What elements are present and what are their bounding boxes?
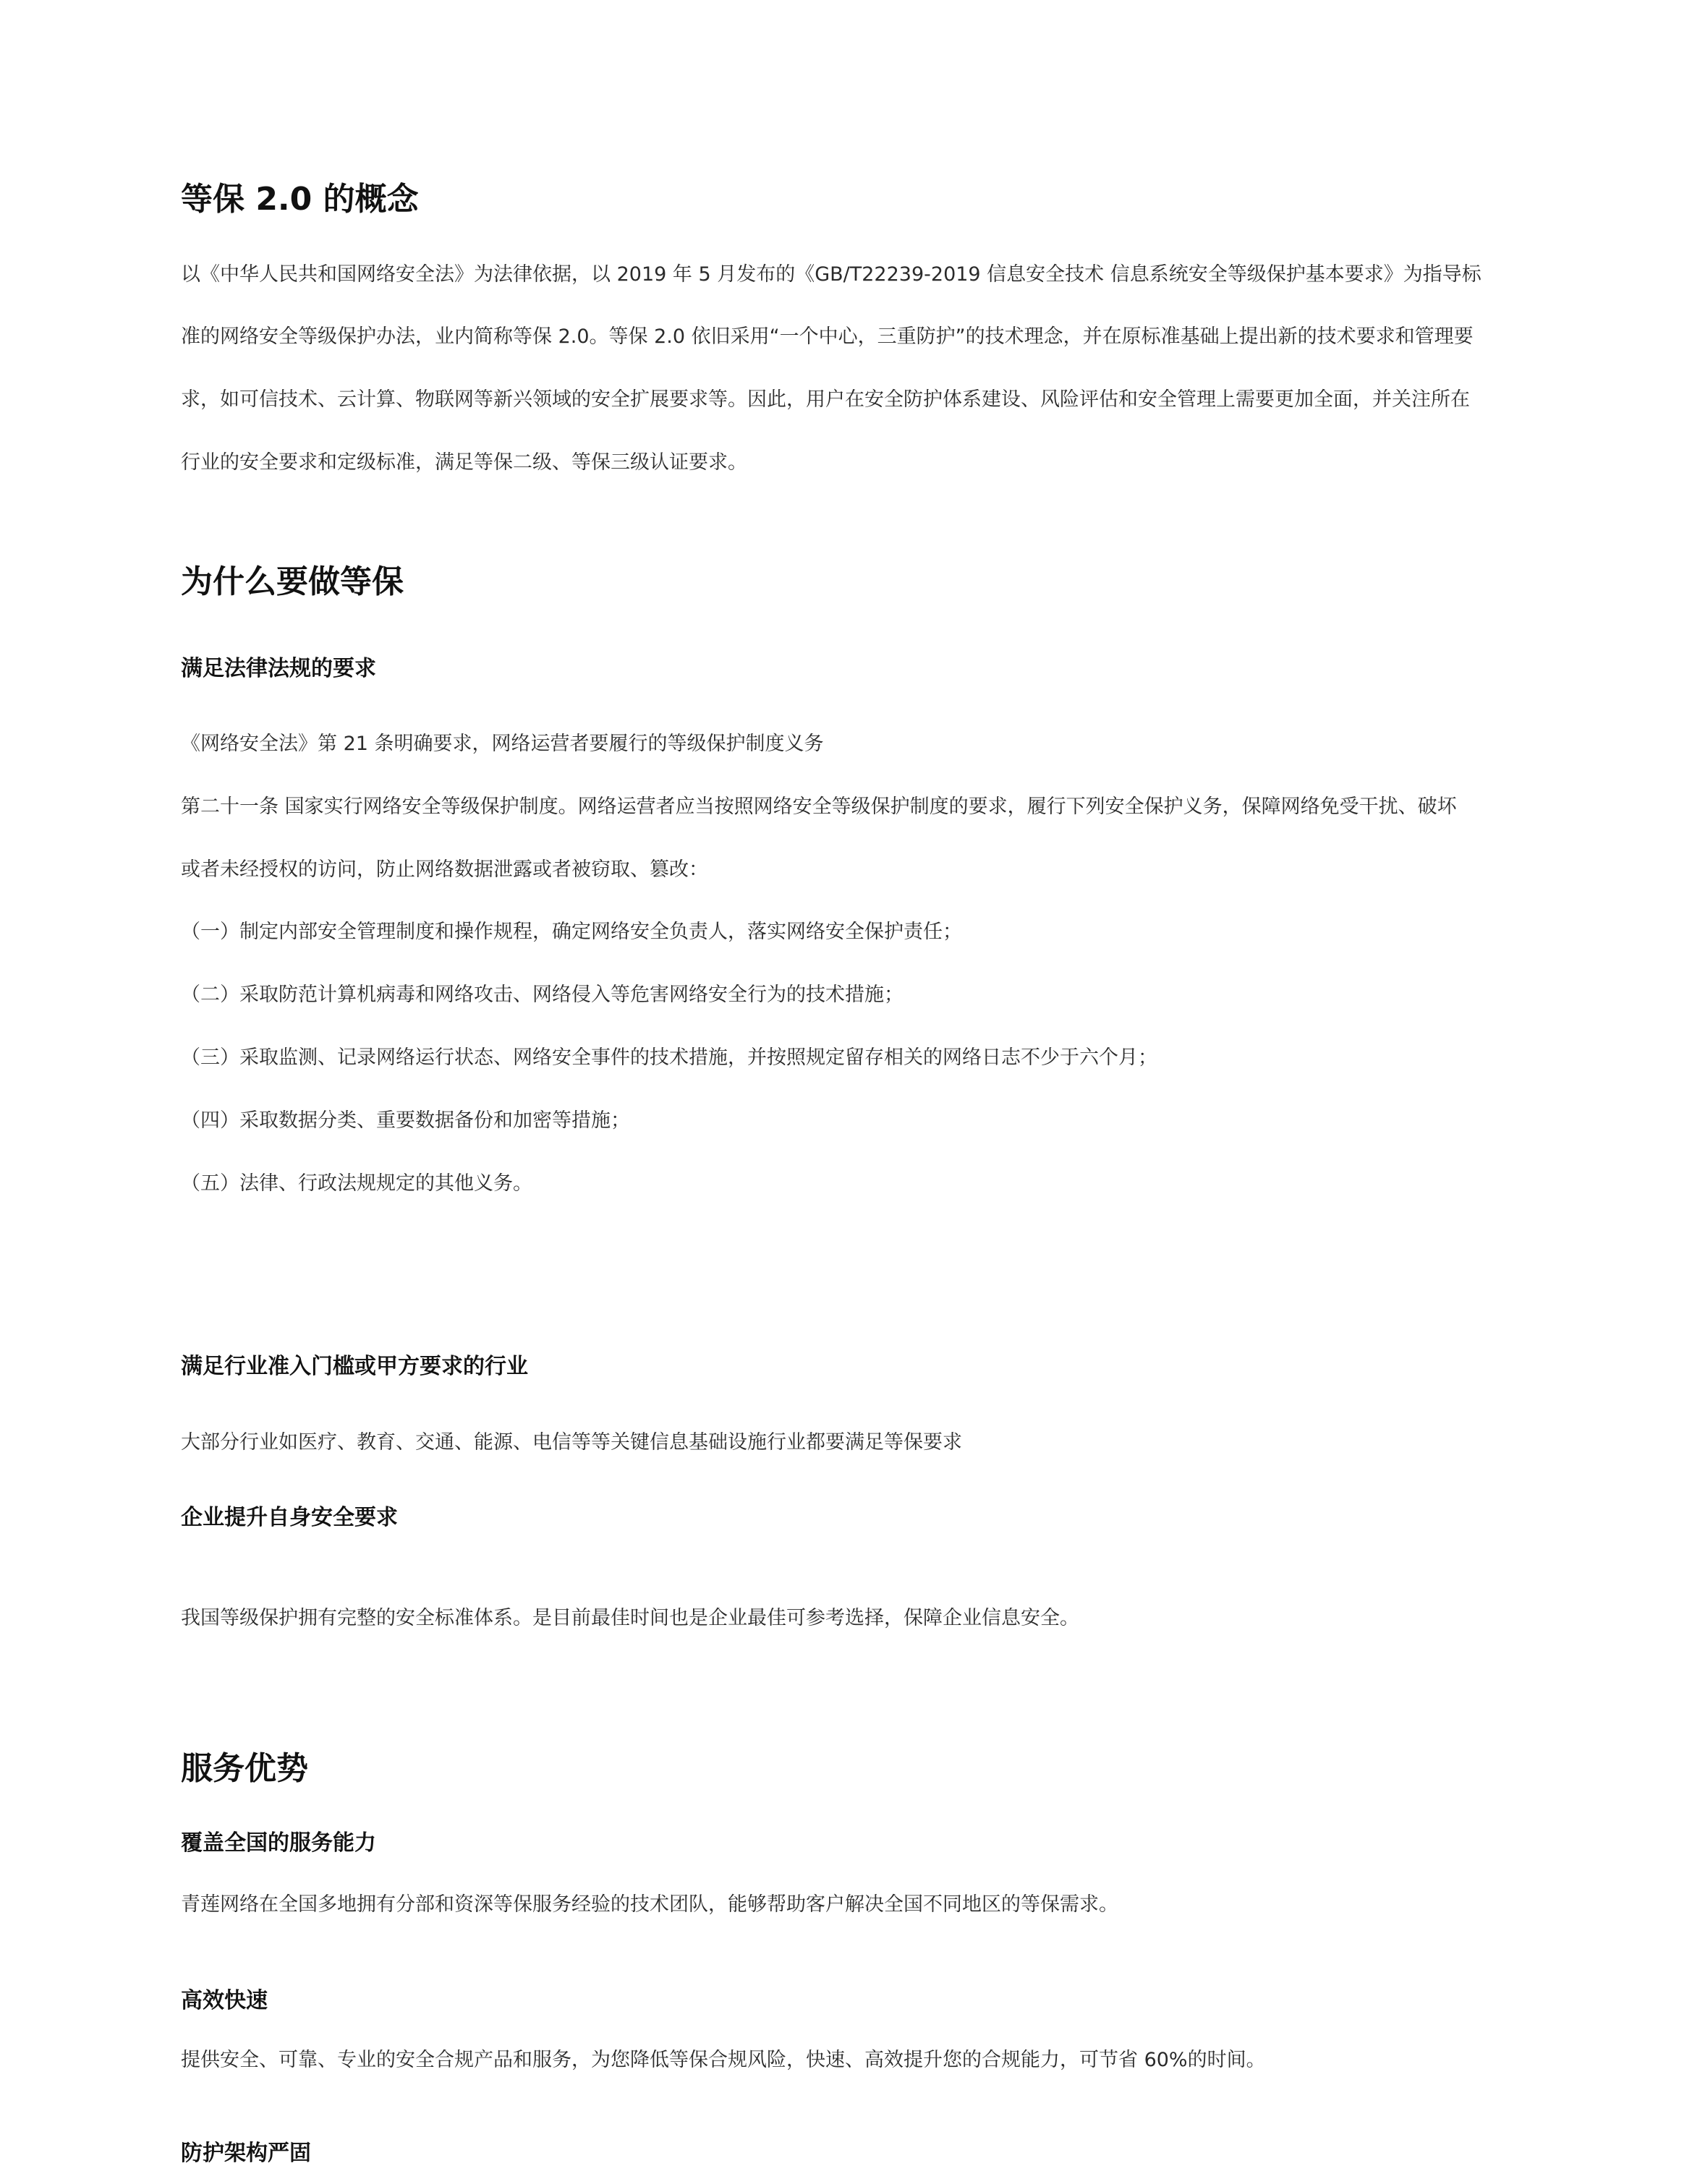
legal-line-1: 《网络安全法》第 21 条明确要求，网络运营者要履行的等级保护制度义务 — [181, 733, 824, 755]
section-title-dengbao-concept: 等保 2.0 的概念 — [181, 181, 419, 218]
subsection-title-industry-access: 满足行业准入门槛或甲方要求的行业 — [181, 1354, 528, 1379]
concept-paragraph-line-3: 求，如可信技术、云计算、物联网等新兴领域的安全扩展要求等。因此，用户在安全防护体系建设、风险评估和安全管理上需要更加全面，并关注所在 — [181, 388, 1470, 411]
section-title-service-advantages: 服务优势 — [181, 1750, 308, 1787]
efficient-fast-text: 提供安全、可靠、专业的安全合规产品和服务，为您降低等保合规风险，快速、高效提升您的合规能力，可节省 60%的时间。 — [181, 2049, 1266, 2071]
industry-access-text: 大部分行业如医疗、教育、交通、能源、电信等等关键信息基础设施行业都要满足等保要求 — [181, 1431, 962, 1454]
legal-item-1: （一）制定内部安全管理制度和操作规程，确定网络安全负责人，落实网络安全保护责任； — [181, 921, 962, 943]
legal-line-3: 或者未经授权的访问，防止网络数据泄露或者被窃取、篡改： — [181, 858, 708, 881]
concept-paragraph-line-2: 准的网络安全等级保护办法，业内简称等保 2.0。等保 2.0 依旧采用“一个中心，三重防护”的技术理念，并在原标准基础上提出新的技术要求和管理要 — [181, 325, 1474, 348]
enterprise-security-text: 我国等级保护拥有完整的安全标准体系。是目前最佳时间也是企业最佳可参考选择，保障企业信息安全。 — [181, 1607, 1079, 1629]
nationwide-coverage-text: 青莲网络在全国多地拥有分部和资深等保服务经验的技术团队，能够帮助客户解决全国不同地区的等保需求。 — [181, 1893, 1118, 1916]
concept-paragraph-line-1: 以《中华人民共和国网络安全法》为法律依据，以 2019 年 5 月发布的《GB/T22239-2019 信息安全技术 信息系统安全等级保护基本要求》为指导标 — [181, 263, 1481, 286]
subsection-title-legal-requirements: 满足法律法规的要求 — [181, 656, 376, 681]
legal-item-4: （四）采取数据分类、重要数据备份和加密等措施； — [181, 1109, 630, 1132]
subsection-title-efficient-fast: 高效快速 — [181, 1988, 268, 2013]
subsection-title-nationwide-coverage: 覆盖全国的服务能力 — [181, 1830, 376, 1856]
legal-line-2: 第二十一条 国家实行网络安全等级保护制度。网络运营者应当按照网络安全等级保护制度的要求，履行下列安全保护义务，保障网络免受干扰、破坏 — [181, 795, 1457, 818]
subsection-title-enterprise-security: 企业提升自身安全要求 — [181, 1505, 398, 1530]
concept-paragraph-line-4: 行业的安全要求和定级标准，满足等保二级、等保三级认证要求。 — [181, 451, 747, 474]
legal-item-3: （三）采取监测、记录网络运行状态、网络安全事件的技术措施，并按照规定留存相关的网络日志不少于六个月； — [181, 1046, 1157, 1069]
legal-item-2: （二）采取防范计算机病毒和网络攻击、网络侵入等危害网络安全行为的技术措施； — [181, 984, 904, 1006]
subsection-title-solid-architecture: 防护架构严固 — [181, 2141, 311, 2166]
legal-item-5: （五）法律、行政法规规定的其他义务。 — [181, 1172, 532, 1195]
section-title-why-dengbao: 为什么要做等保 — [181, 563, 404, 600]
